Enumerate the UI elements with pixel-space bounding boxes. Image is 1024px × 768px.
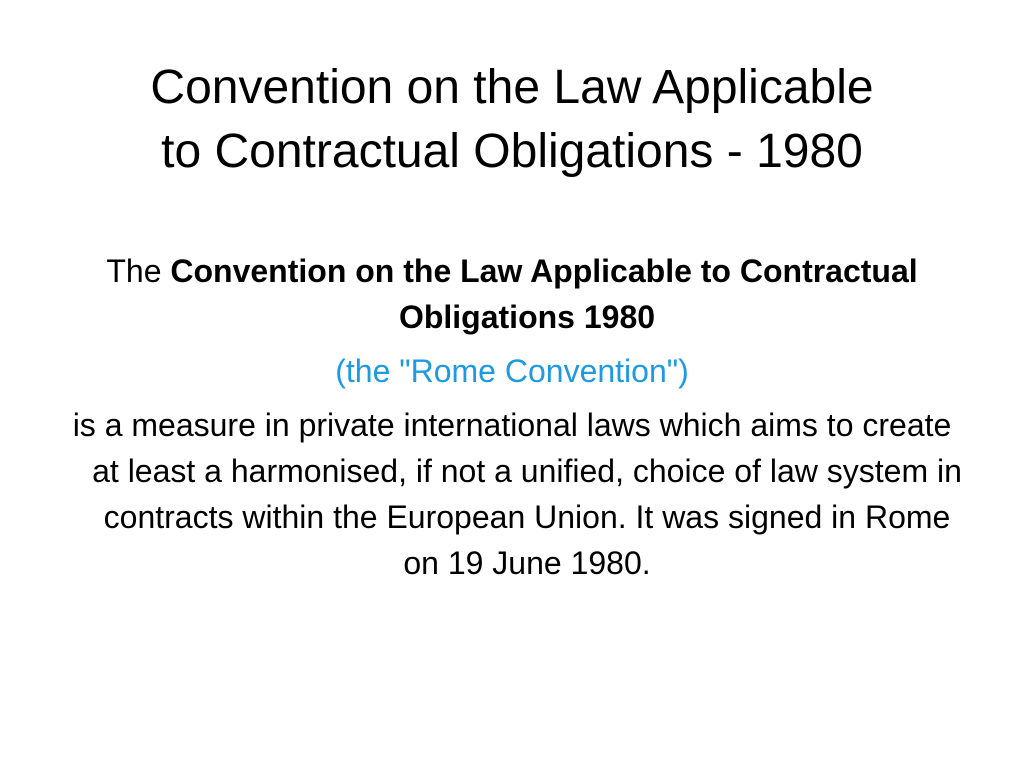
intro-prefix: The [106, 253, 162, 289]
convention-name: Convention on the Law Applicable to Contractual Obligations 1980 [170, 253, 918, 335]
description-paragraph: is a measure in private international laws which aims to create at least a harmonised, if not a unified, choice of law system in contracts within the European Union. It was signed in Rome on 19 June 1980. [72, 407, 962, 581]
slide-title-line-1: Convention on the Law Applicable [150, 61, 874, 114]
slide-title-line-2: to Contractual Obligations - 1980 [161, 125, 863, 178]
intro-paragraph [60, 248, 964, 340]
convention-alias: (the "Rome Convention") [335, 353, 689, 389]
slide-title [40, 56, 984, 184]
slide-body [60, 248, 964, 586]
